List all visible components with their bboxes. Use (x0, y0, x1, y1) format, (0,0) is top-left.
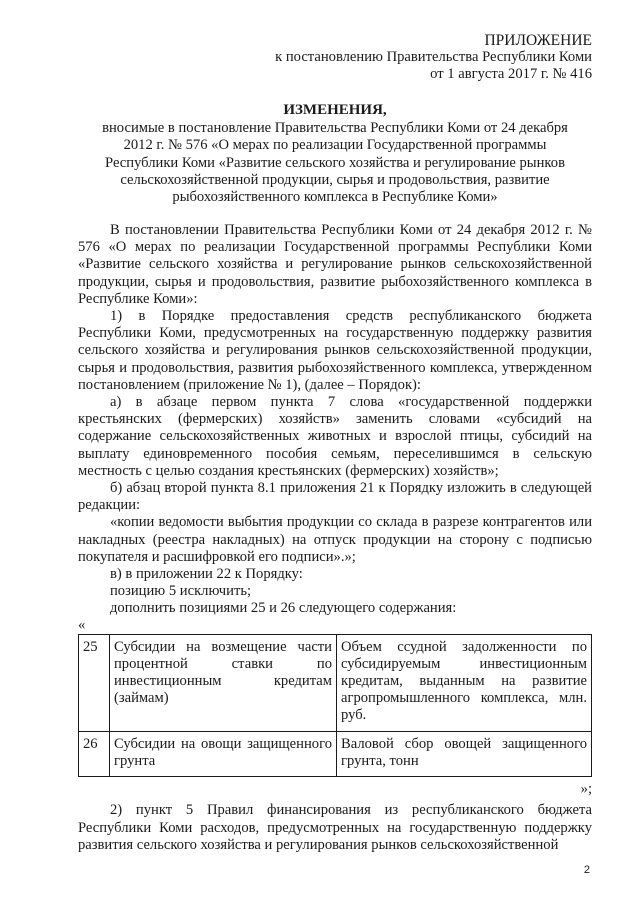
subtitle-line: сельскохозяйственной продукции, сырья и продовольствия, развитие (120, 171, 550, 188)
appendix-header (275, 32, 592, 84)
item-1b-quote: «копии ведомости выбытия продукции со склада в разрезе контрагентов или накладных (реестра накладных) на отпуск продукции на сторону с подписью покупателя и расшифровкой его подписи».»; (78, 514, 592, 565)
subtitle-line: Республики Коми «Развитие сельского хозяйства и регулирование рынков (105, 154, 565, 171)
row-number: 26 (79, 731, 110, 776)
quote-close-mark: »; (580, 781, 592, 798)
item-2-paragraph: 2) пункт 5 Правил финансирования из республиканского бюджета Республики Коми расходов, предусмотренных на государственную поддержку развития сельского хозяйства и регулирования рынков сельскохозяйственной (78, 802, 592, 853)
indicator-cell: Валовой сбор овощей защищенного грунта, тонн (337, 731, 592, 776)
subsidy-name-cell: Субсидии на возмещение части процентной ставки по инвестиционным кредитам (займам) (110, 634, 337, 731)
subtitle-line: вносимые в постановление Правительства Республики Коми от 24 декабря (102, 120, 568, 137)
item-1b-paragraph: б) абзац второй пункта 8.1 приложения 21 к Порядку изложить в следующей редакции: (78, 480, 592, 514)
appendix-date-line: от 1 августа 2017 г. № 416 (430, 66, 592, 83)
intro-paragraph: В постановлении Правительства Республики Коми от 24 декабря 2012 г. № 576 «О мерах по реализации Государственной программы Республики Коми «Развитие сельского хозяйства и регулирование рынков сельскохозяйственной продукции, сырья и продовольствия, развитие рыбохозяйственного комплекса в Республике Коми»: (78, 222, 592, 307)
table-row (79, 731, 592, 776)
positions-table (78, 634, 592, 777)
page-number: 2 (583, 864, 590, 876)
quote-open-mark: « (78, 616, 86, 633)
item-1v-add: дополнить позициями 25 и 26 следующего содержания: (110, 600, 457, 617)
appendix-title: ПРИЛОЖЕНИЕ (484, 32, 592, 49)
subsidy-name-cell: Субсидии на овощи защищенного грунта (110, 731, 337, 776)
item-1v-paragraph: в) в приложении 22 к Порядку: (110, 566, 303, 583)
document-title: ИЗМЕНЕНИЯ, (283, 102, 387, 118)
table-row (79, 634, 592, 731)
indicator-cell: Объем ссудной задолженности по субсидируемым инвестиционным кредитам, выданным на развитие агропромышленного комплекса, млн. руб. (337, 634, 592, 731)
subtitle-line: 2012 г. № 576 «О мерах по реализации Государственной программы (123, 137, 547, 154)
row-number: 25 (79, 634, 110, 731)
document-body (78, 222, 592, 854)
document-heading (78, 102, 592, 206)
appendix-decree-line: к постановлению Правительства Республики Коми (275, 49, 592, 66)
item-1v-exclude: позицию 5 исключить; (110, 583, 252, 600)
subtitle-line: рыбохозяйственного комплекса в Республике Коми» (172, 189, 498, 206)
item-1-paragraph: 1) в Порядке предоставления средств республиканского бюджета Республики Коми, предусмотренных на государственную поддержку развития сельского хозяйства и регулирования рынков сельскохозяйственной продукции, сырья и продовольствия, развития рыбохозяйственного комплекса, утвержденном постановлением (приложение № 1), (далее – Порядок): (78, 308, 592, 393)
item-1a-paragraph: а) в абзаце первом пункта 7 слова «государственной поддержки крестьянских (фермерских) хозяйств» заменить словами «субсидий на содержание сельскохозяйственных животных и взрослой птицы, субсидий на выплату единовременного пособия семьям, переселившимся в сельскую местность с целью создания крестьянских (фермерских) хозяйств»; (78, 394, 592, 479)
